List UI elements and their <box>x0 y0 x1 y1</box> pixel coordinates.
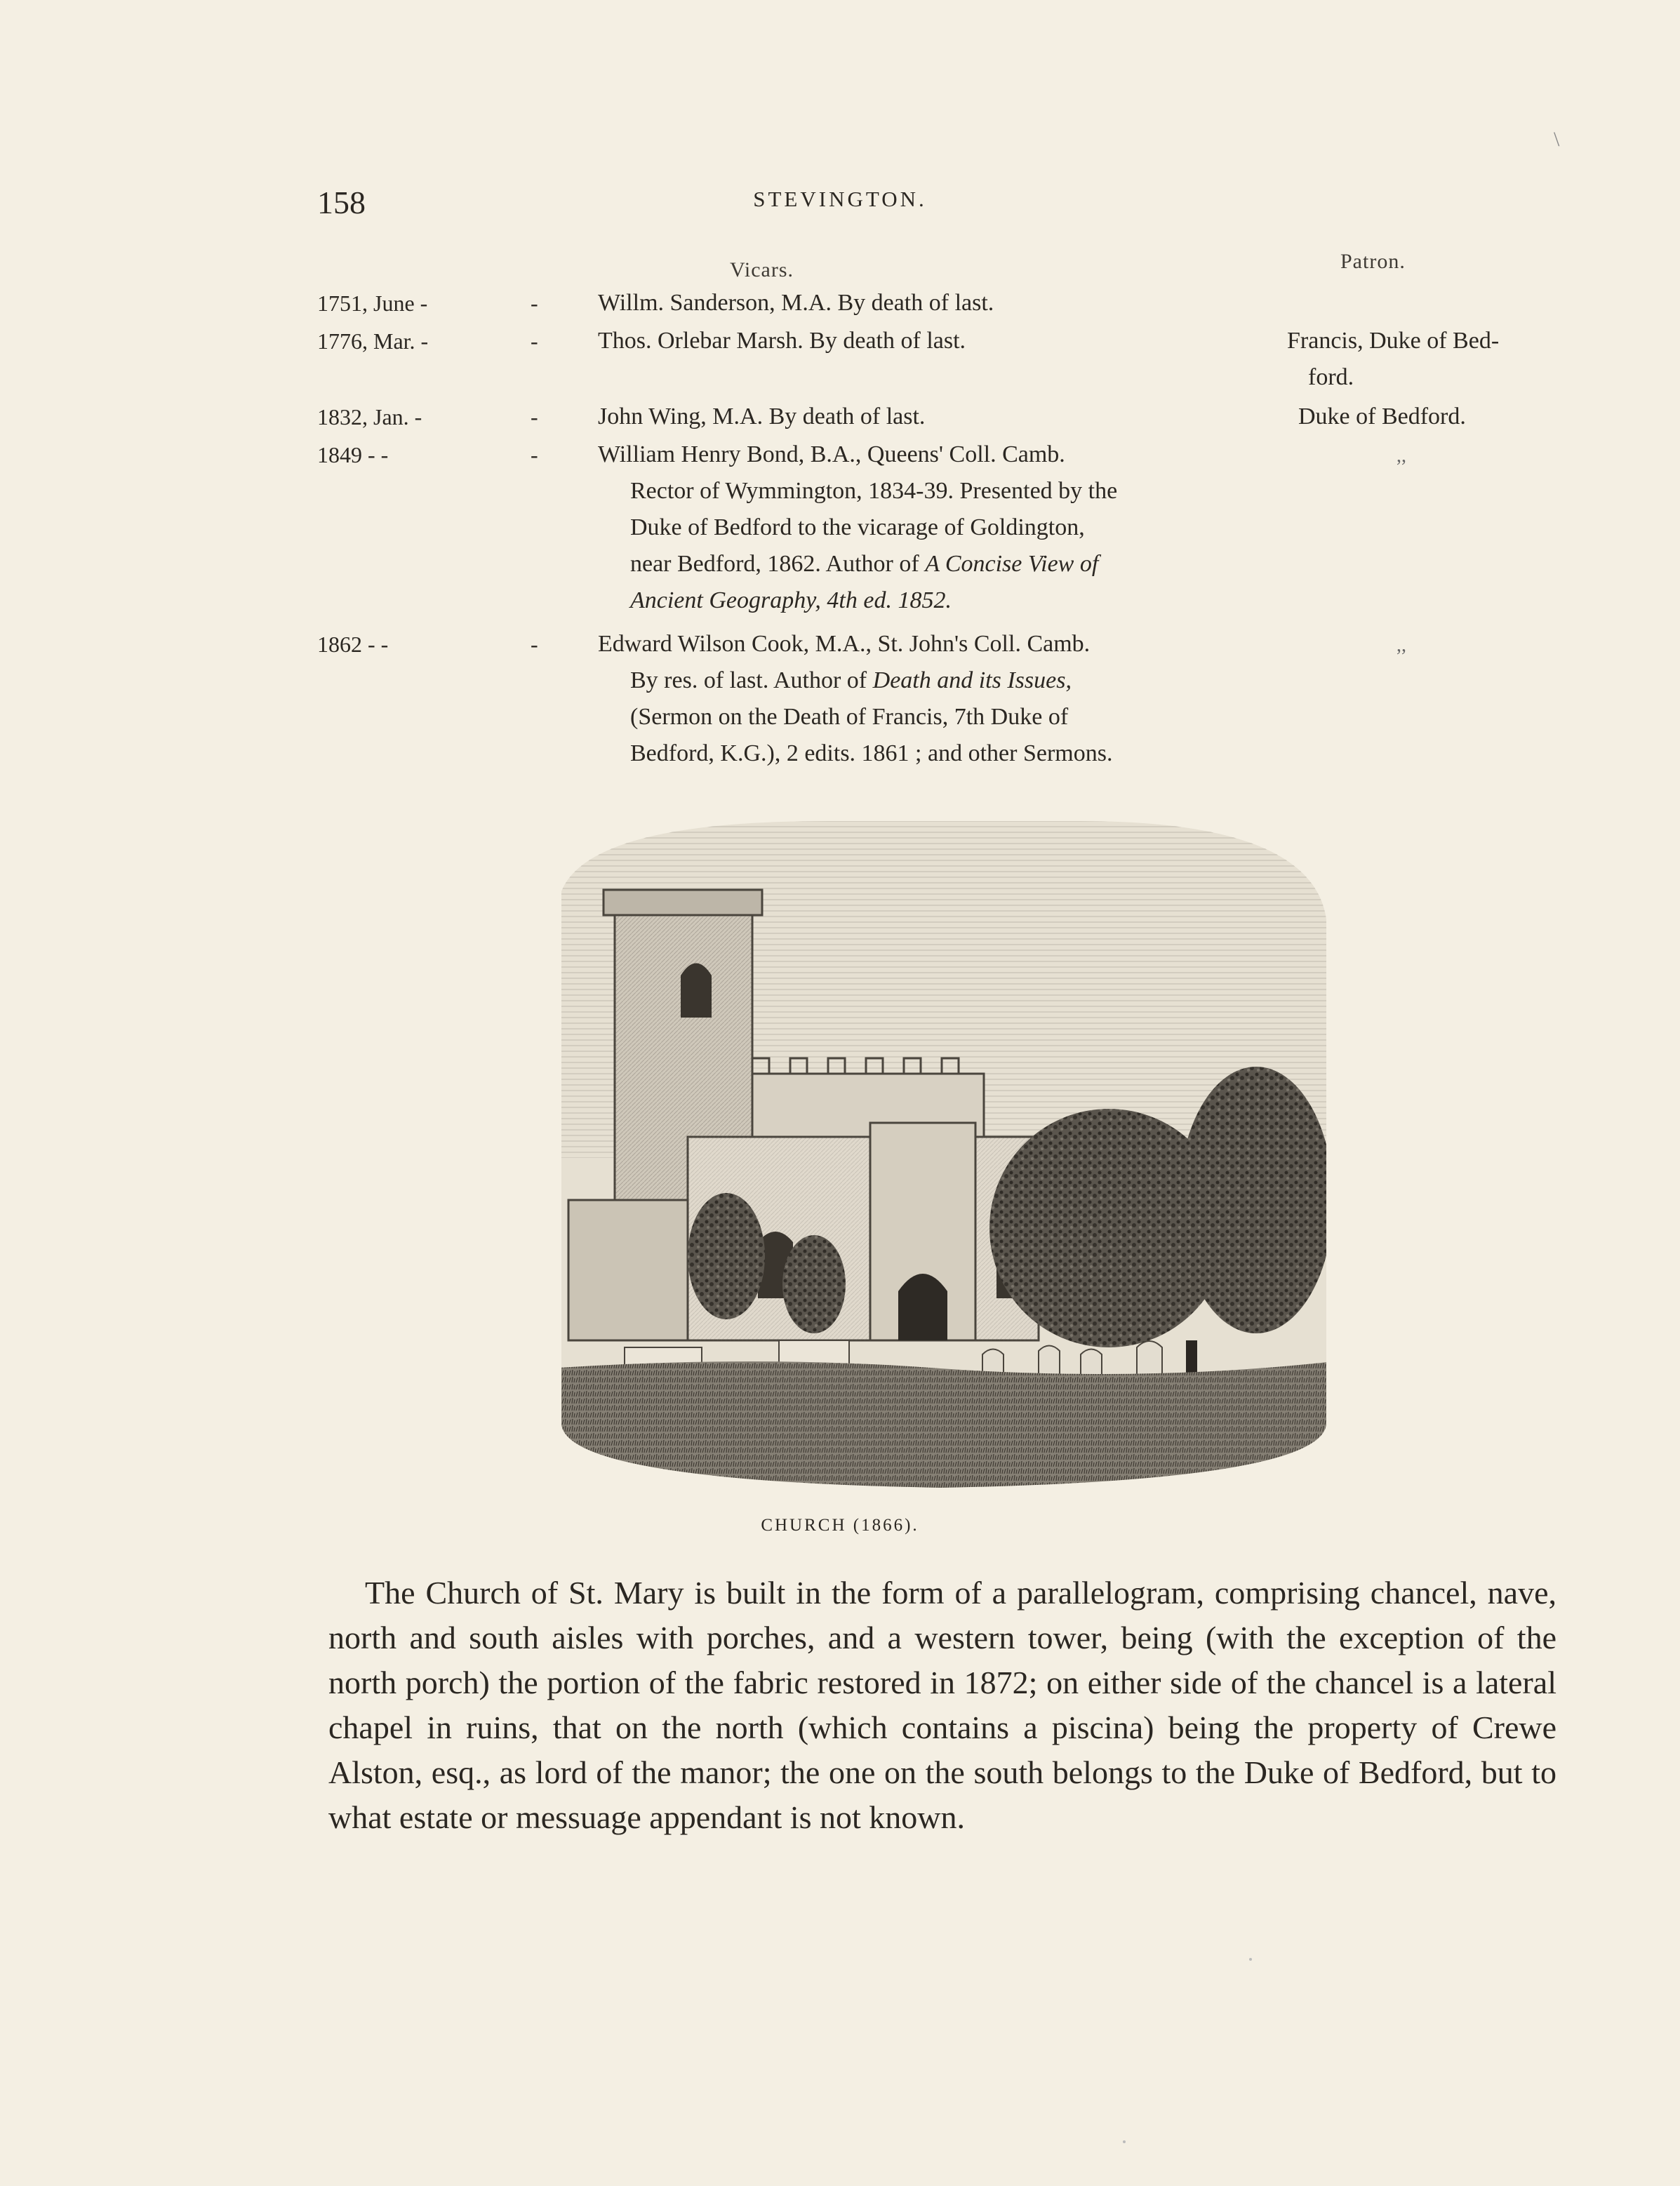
entry-date: 1849 - - <box>317 442 389 467</box>
vicar-line <box>598 662 1212 699</box>
vicar-line: Rector of Wymmington, 1834-39. Presented by the <box>630 478 1118 504</box>
entry-dash: - <box>531 632 538 657</box>
patron-text <box>1298 399 1579 435</box>
stray-mark: \ <box>1554 128 1560 151</box>
vicar-line: Duke of Bedford to the vicarage of Goldington, <box>630 514 1085 540</box>
stray-dot <box>1123 2140 1126 2143</box>
book-title: Death and its Issues, <box>872 667 1072 693</box>
vicar-line: Bedford, K.G.), 2 edits. 1861 ; and other Sermons. <box>630 740 1113 766</box>
vicar-entry-1832 <box>0 399 1680 435</box>
vicar-entry-1849 <box>0 436 1680 626</box>
vicar-line: Ancient Geography, 4th ed. 1852. <box>630 587 952 613</box>
vicar-text <box>598 436 1212 619</box>
vicar-text <box>598 399 1212 435</box>
vicar-entry-1751 <box>0 285 1680 321</box>
vicar-entry-1776 <box>0 323 1680 396</box>
vicar-line: John Wing, M.A. By death of last. <box>598 404 926 429</box>
vicar-line: (Sermon on the Death of Francis, 7th Duke of <box>630 704 1069 730</box>
vicars-column-heading: Vicars. <box>730 258 794 281</box>
vicar-text <box>598 626 1212 772</box>
entry-dash: - <box>531 442 538 467</box>
vicar-line-text: By res. of last. Author of <box>630 667 873 693</box>
vicar-text <box>598 285 1212 321</box>
vicar-line <box>598 546 1212 582</box>
patron-line: Duke of Bedford. <box>1298 404 1466 429</box>
patron-line: ford. <box>1308 364 1354 390</box>
ditto-mark: ,, <box>1396 445 1406 467</box>
church-engraving <box>547 807 1333 1502</box>
patron-line: Francis, Duke of Bed- <box>1287 328 1500 354</box>
vicar-line: Thos. Orlebar Marsh. By death of last. <box>598 328 966 354</box>
vicar-text <box>598 323 1212 359</box>
patron-column-heading: Patron. <box>1340 250 1406 273</box>
book-title: A Concise View of <box>925 551 1099 577</box>
entry-dash: - <box>531 328 538 354</box>
entry-date: 1751, June - <box>317 291 428 316</box>
vicar-line: Willm. Sanderson, M.A. By death of last. <box>598 290 994 316</box>
entry-dash: - <box>531 404 538 429</box>
ditto-mark: ,, <box>1396 634 1406 656</box>
vicar-line: Edward Wilson Cook, M.A., St. John's Coll. Camb. <box>598 631 1091 657</box>
paragraph-text: The Church of St. Mary is built in the form of a parallelogram, comprising chancel, nave, north and south aisles with porches, and a western tower, being (with the exception of the north porch) the portion of the fabric restored in 1872; on either side of the chancel is a lateral chapel in ruins, that on the north (which contains a piscina) being the property of Crewe Alston, esq., as lord of the manor; the one on the south belongs to the Duke of Bedford, but to what estate or messuage appendant is not known. <box>328 1575 1556 1835</box>
entry-date: 1776, Mar. - <box>317 328 429 354</box>
page-number: 158 <box>317 185 366 220</box>
vicar-line: William Henry Bond, B.A., Queens' Coll. Camb. <box>598 441 1065 467</box>
entry-dash: - <box>531 291 538 316</box>
vicar-line-text: near Bedford, 1862. Author of <box>630 551 926 577</box>
patron-text <box>1287 323 1568 396</box>
vicar-entry-1862 <box>0 626 1680 778</box>
entry-date: 1862 - - <box>317 632 389 657</box>
entry-date: 1832, Jan. - <box>317 404 422 429</box>
figure-caption: CHURCH (1866). <box>761 1516 919 1535</box>
body-paragraph <box>328 1571 1556 1840</box>
stray-dot <box>1249 1958 1252 1961</box>
running-title: STEVINGTON. <box>753 187 927 211</box>
